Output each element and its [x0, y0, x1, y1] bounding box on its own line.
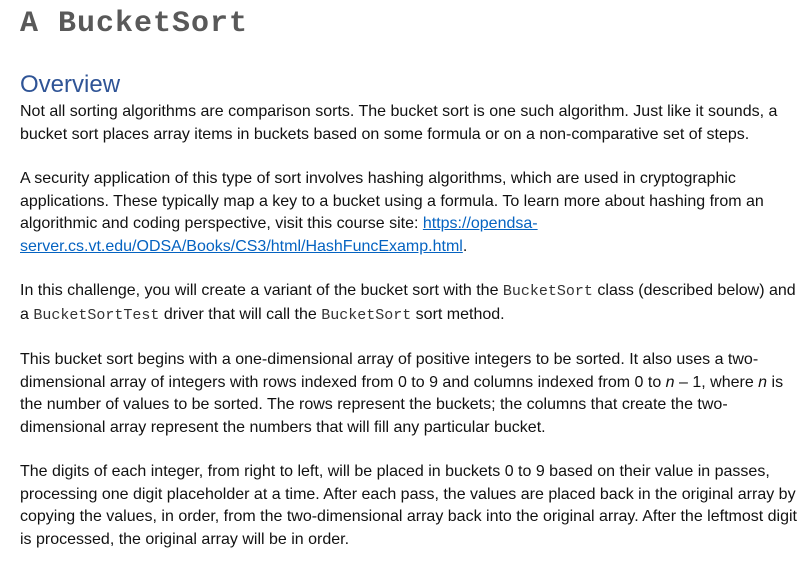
course-site-link[interactable]: https://opendsa-server.cs.vt.edu/ODSA/Books/CS3/html/HashFuncExamp.html — [20, 215, 538, 255]
challenge-text-1: In this challenge, you will create a variant of the bucket sort with the — [20, 282, 503, 299]
section-heading-overview: Overview — [20, 71, 121, 98]
document-title: A BucketSort — [20, 7, 249, 41]
paragraph-intro: Not all sorting algorithms are comparison sorts. The bucket sort is one such algorithm. Just like it sounds, a bucket sort places array items in buckets based on some formula or on a non-comparative set of steps. — [20, 103, 778, 143]
arrays-text-3: is the number of values to be sorted. The rows represent the buckets; the columns that create the two-dimensional array represent the numbers that will fill any particular bucket. — [20, 373, 784, 436]
challenge-text-2: class (described below) and a — [20, 282, 796, 323]
paragraph-hashing — [20, 168, 806, 258]
variable-n: n — [665, 373, 675, 391]
paragraph-arrays — [20, 349, 806, 439]
code-bucketsort-method: BucketSort — [321, 306, 412, 324]
paragraph-challenge — [20, 280, 806, 327]
paragraph-hashing-end: . — [462, 237, 468, 255]
arrays-text-1: This bucket sort begins with a one-dimensional array of positive integers to be sorted. It also uses a two-dimensional array of integers with rows indexed from 0 to 9 and columns indexed from 0 to — [20, 351, 759, 391]
paragraph-digits: The digits of each integer, from right to left, will be placed in buckets 0 to 9 based on their value in passes, processing one digit placeholder at a time. After each pass, the values are placed back in the original array by copying the values, in order, from the two-dimensional array back into the original array. After the leftmost digit is processed, the original array will be in order. — [20, 463, 797, 548]
code-bucketsorttest-driver: BucketSortTest — [33, 306, 160, 324]
code-bucketsort-class: BucketSort — [502, 283, 593, 300]
paragraph-hashing-text: A security application of this type of sort involves hashing algorithms, which are used in cryptographic applications. These typically map a key to a bucket using a formula. To learn more about hashing from an algorithmic and coding perspective, visit this course site: — [20, 170, 764, 232]
challenge-text-4: sort method. — [411, 305, 505, 323]
variable-n: n — [758, 373, 768, 391]
challenge-text-3: driver that will call the — [159, 305, 322, 323]
arrays-text-2: – 1, where — [674, 373, 759, 391]
document-page — [20, 6, 806, 551]
